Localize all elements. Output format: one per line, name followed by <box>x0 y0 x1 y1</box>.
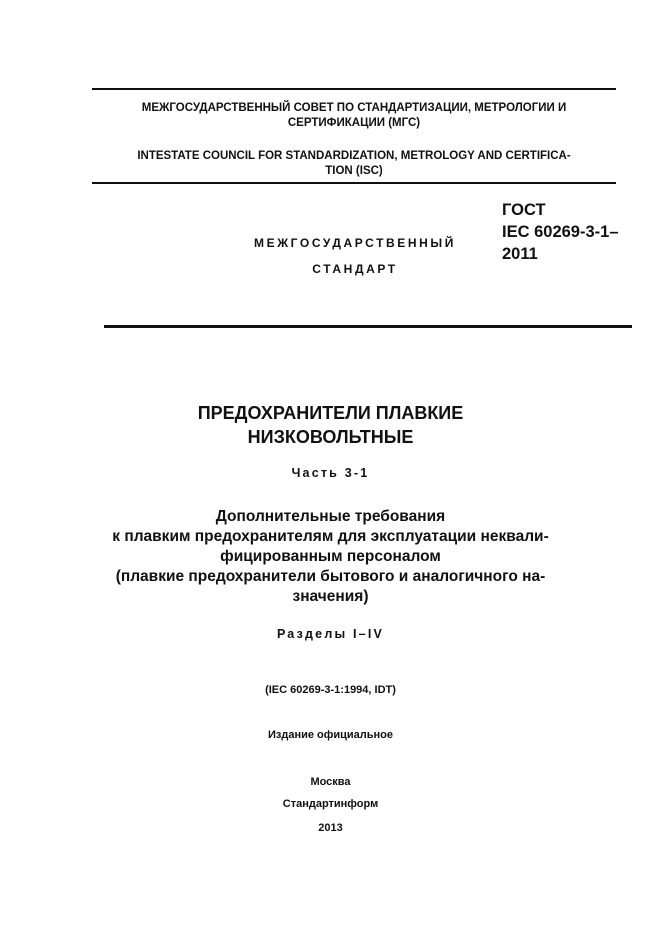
council-en-line-2: TION (ISC) <box>325 165 383 177</box>
document-subtitle <box>60 507 601 607</box>
imprint-publisher: Стандартинформ <box>282 798 379 810</box>
council-name-russian <box>92 101 616 131</box>
title-line-1: ПРЕДОХРАНИТЕЛИ ПЛАВКИЕ <box>197 403 464 423</box>
top-rule <box>92 88 616 90</box>
designation-line-3: 2011 <box>502 245 538 263</box>
council-name-english <box>92 149 616 179</box>
iec-reference: (IEC 60269-3-1:1994, IDT) <box>265 684 396 696</box>
standard-type-line-1: МЕЖГОСУДАРСТВЕННЫЙ <box>254 236 456 250</box>
title-line-2: НИЗКОВОЛЬТНЫЕ <box>247 427 414 447</box>
standard-designation <box>502 199 652 265</box>
imprint-city: Москва <box>310 776 351 788</box>
header-bottom-rule <box>104 325 632 328</box>
imprint-year: 2013 <box>318 822 343 834</box>
standard-type-line-2: СТАНДАРТ <box>312 262 398 276</box>
subtitle-line-3: фицированным персоналом <box>220 548 441 565</box>
designation-line-2: IEC 60269-3-1– <box>502 223 619 241</box>
designation-line-1: ГОСТ <box>502 201 546 219</box>
subtitle-line-2: к плавким предохранителям для эксплуатации неквали- <box>112 528 549 545</box>
middle-rule <box>92 182 616 184</box>
subtitle-line-1: Дополнительные требования <box>215 508 446 525</box>
sections-range: Разделы I–IV <box>276 627 385 641</box>
council-ru-line-2: СЕРТИФИКАЦИИ (МГС) <box>287 117 421 129</box>
part-number: Часть 3-1 <box>291 466 370 480</box>
subtitle-line-5: значения) <box>292 588 369 605</box>
edition-note: Издание официальное <box>267 729 394 741</box>
council-ru-line-1: МЕЖГОСУДАРСТВЕННЫЙ СОВЕТ ПО СТАНДАРТИЗАЦИИ, МЕТРОЛОГИИ И <box>141 102 567 114</box>
council-en-line-1: INTESTATE COUNCIL FOR STANDARDIZATION, METROLOGY AND CERTIFICA- <box>137 150 571 162</box>
document-title <box>60 401 601 449</box>
subtitle-line-4: (плавкие предохранители бытового и аналогичного на- <box>115 568 546 585</box>
